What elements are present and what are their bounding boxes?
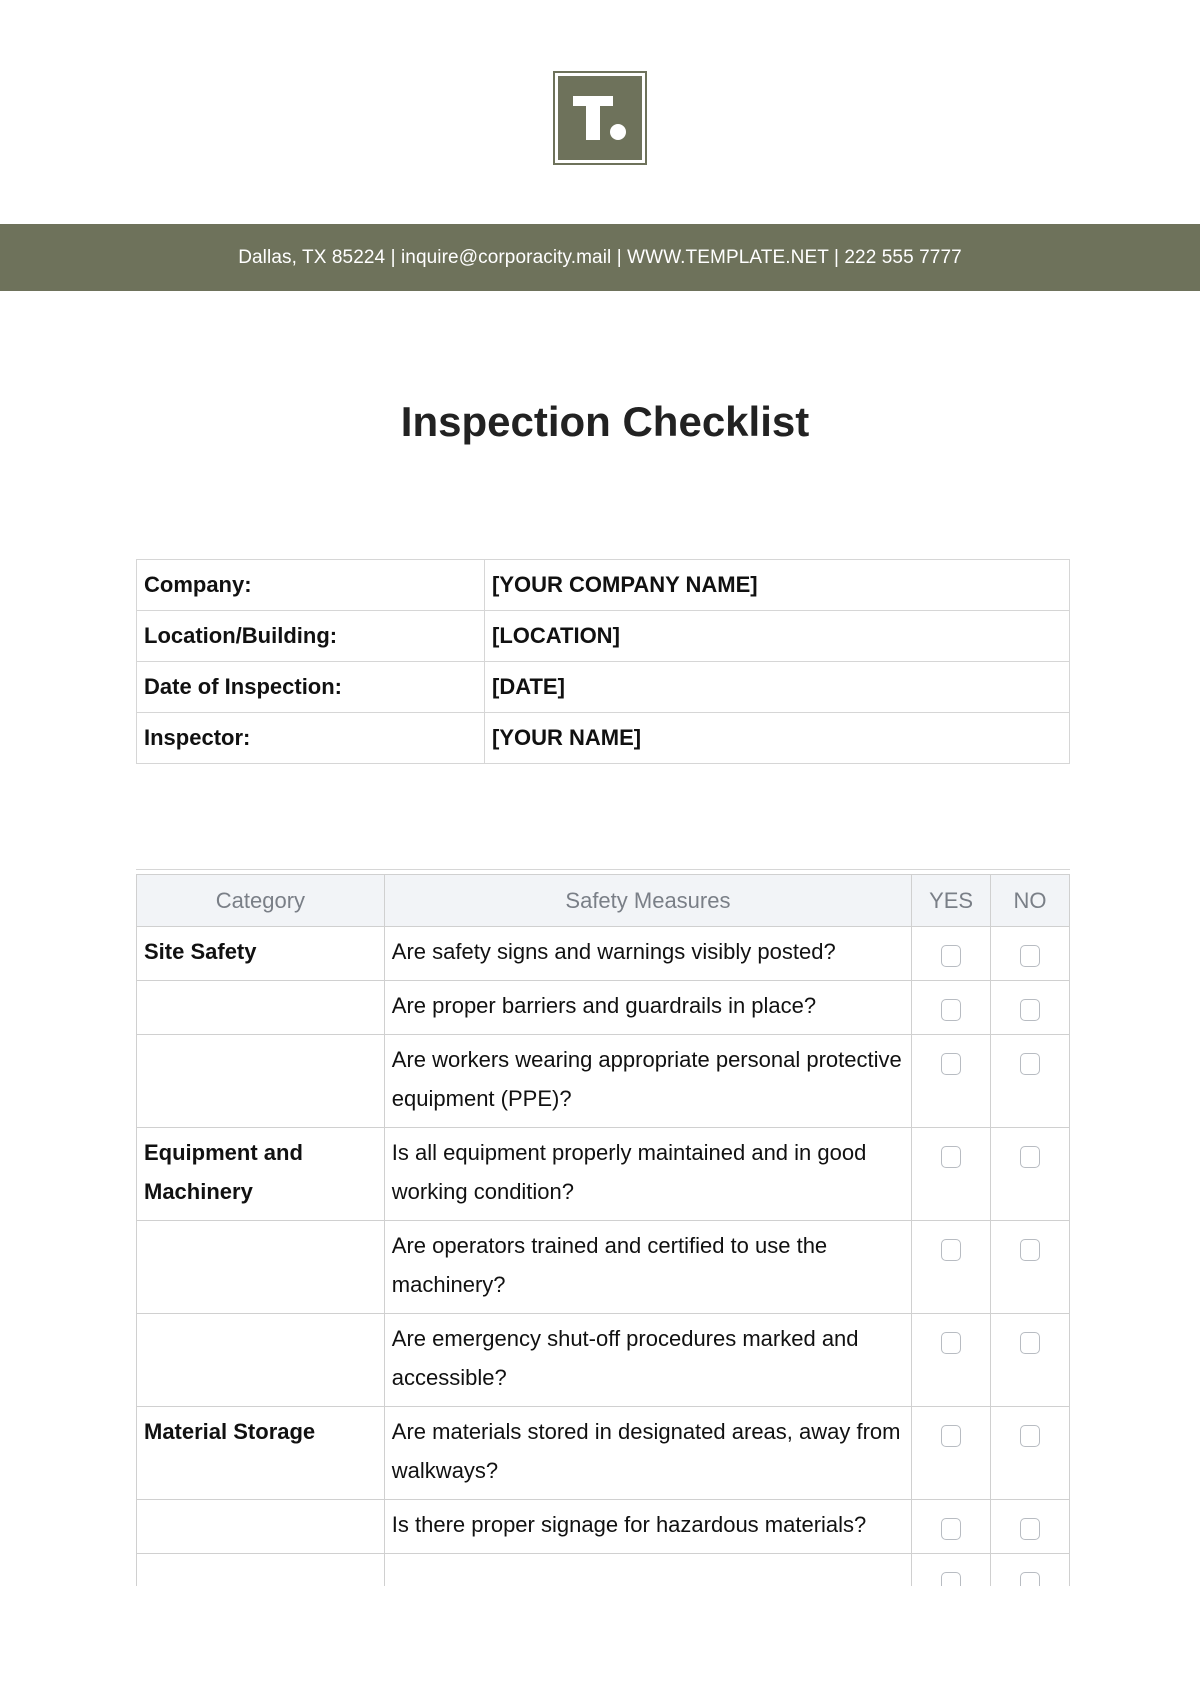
category-cell (137, 1500, 385, 1554)
no-cell (991, 927, 1070, 981)
category-cell: Site Safety (137, 927, 385, 981)
no-cell (991, 1128, 1070, 1221)
measure-cell: Are workers wearing appropriate personal protective equipment (PPE)? (384, 1035, 911, 1128)
contact-text: Dallas, TX 85224 | inquire@corporacity.mail | WWW.TEMPLATE.NET | 222 555 7777 (238, 246, 962, 268)
table-row (137, 927, 1070, 981)
checklist-container (136, 869, 1070, 1586)
no-cell (991, 1221, 1070, 1314)
measure-cell: Are safety signs and warnings visibly posted? (384, 927, 911, 981)
no-checkbox[interactable] (1020, 1572, 1040, 1586)
contact-banner (0, 224, 1200, 291)
header-measures: Safety Measures (384, 875, 911, 927)
info-label: Company: (137, 560, 485, 611)
info-row-location (137, 611, 1070, 662)
yes-cell (912, 1128, 991, 1221)
info-value-location[interactable]: [LOCATION] (485, 611, 1070, 662)
yes-checkbox[interactable] (941, 999, 961, 1021)
header-no: NO (991, 875, 1070, 927)
no-checkbox[interactable] (1020, 1332, 1040, 1354)
yes-cell (912, 981, 991, 1035)
info-value-date[interactable]: [DATE] (485, 662, 1070, 713)
info-label: Inspector: (137, 713, 485, 764)
no-checkbox[interactable] (1020, 1239, 1040, 1261)
yes-cell (912, 1035, 991, 1128)
yes-checkbox[interactable] (941, 1053, 961, 1075)
no-cell (991, 1314, 1070, 1407)
info-label: Location/Building: (137, 611, 485, 662)
category-cell (137, 1554, 385, 1587)
yes-cell (912, 1221, 991, 1314)
yes-checkbox[interactable] (941, 1239, 961, 1261)
category-cell (137, 1314, 385, 1407)
measure-cell: Is there proper signage for hazardous materials? (384, 1500, 911, 1554)
measure-cell: Is all equipment properly maintained and in good working condition? (384, 1128, 911, 1221)
yes-checkbox[interactable] (941, 1332, 961, 1354)
table-row (137, 1221, 1070, 1314)
category-cell (137, 1221, 385, 1314)
measure-cell (384, 1554, 911, 1587)
yes-checkbox[interactable] (941, 1518, 961, 1540)
table-row (137, 1128, 1070, 1221)
yes-checkbox[interactable] (941, 1146, 961, 1168)
no-checkbox[interactable] (1020, 945, 1040, 967)
inspection-info-table (136, 559, 1070, 764)
info-value-company[interactable]: [YOUR COMPANY NAME] (485, 560, 1070, 611)
category-cell: Material Storage (137, 1407, 385, 1500)
no-checkbox[interactable] (1020, 999, 1040, 1021)
company-logo (553, 71, 647, 165)
measure-cell: Are proper barriers and guardrails in place? (384, 981, 911, 1035)
info-row-inspector (137, 713, 1070, 764)
yes-cell (912, 1407, 991, 1500)
no-cell (991, 1500, 1070, 1554)
category-cell: Equipment and Machinery (137, 1128, 385, 1221)
no-cell (991, 1554, 1070, 1587)
checklist-header-row (137, 875, 1070, 927)
measure-cell: Are materials stored in designated areas, away from walkways? (384, 1407, 911, 1500)
info-label: Date of Inspection: (137, 662, 485, 713)
category-cell (137, 1035, 385, 1128)
category-cell (137, 981, 385, 1035)
no-cell (991, 981, 1070, 1035)
no-checkbox[interactable] (1020, 1518, 1040, 1540)
template-logo-icon (558, 76, 642, 160)
yes-cell (912, 927, 991, 981)
info-value-inspector[interactable]: [YOUR NAME] (485, 713, 1070, 764)
table-row (137, 1554, 1070, 1587)
checklist-table (136, 874, 1070, 1586)
no-checkbox[interactable] (1020, 1146, 1040, 1168)
info-row-date (137, 662, 1070, 713)
no-cell (991, 1407, 1070, 1500)
page-title: Inspection Checklist (400, 398, 810, 445)
yes-checkbox[interactable] (941, 945, 961, 967)
yes-checkbox[interactable] (941, 1425, 961, 1447)
no-checkbox[interactable] (1020, 1425, 1040, 1447)
yes-checkbox[interactable] (941, 1572, 961, 1586)
table-row (137, 1500, 1070, 1554)
table-row (137, 1314, 1070, 1407)
yes-cell (912, 1554, 991, 1587)
header-category: Category (137, 875, 385, 927)
yes-cell (912, 1500, 991, 1554)
header-yes: YES (912, 875, 991, 927)
measure-cell: Are emergency shut-off procedures marked and accessible? (384, 1314, 911, 1407)
no-checkbox[interactable] (1020, 1053, 1040, 1075)
info-row-company (137, 560, 1070, 611)
table-row (137, 981, 1070, 1035)
no-cell (991, 1035, 1070, 1128)
yes-cell (912, 1314, 991, 1407)
measure-cell: Are operators trained and certified to use the machinery? (384, 1221, 911, 1314)
table-row (137, 1035, 1070, 1128)
table-row (137, 1407, 1070, 1500)
